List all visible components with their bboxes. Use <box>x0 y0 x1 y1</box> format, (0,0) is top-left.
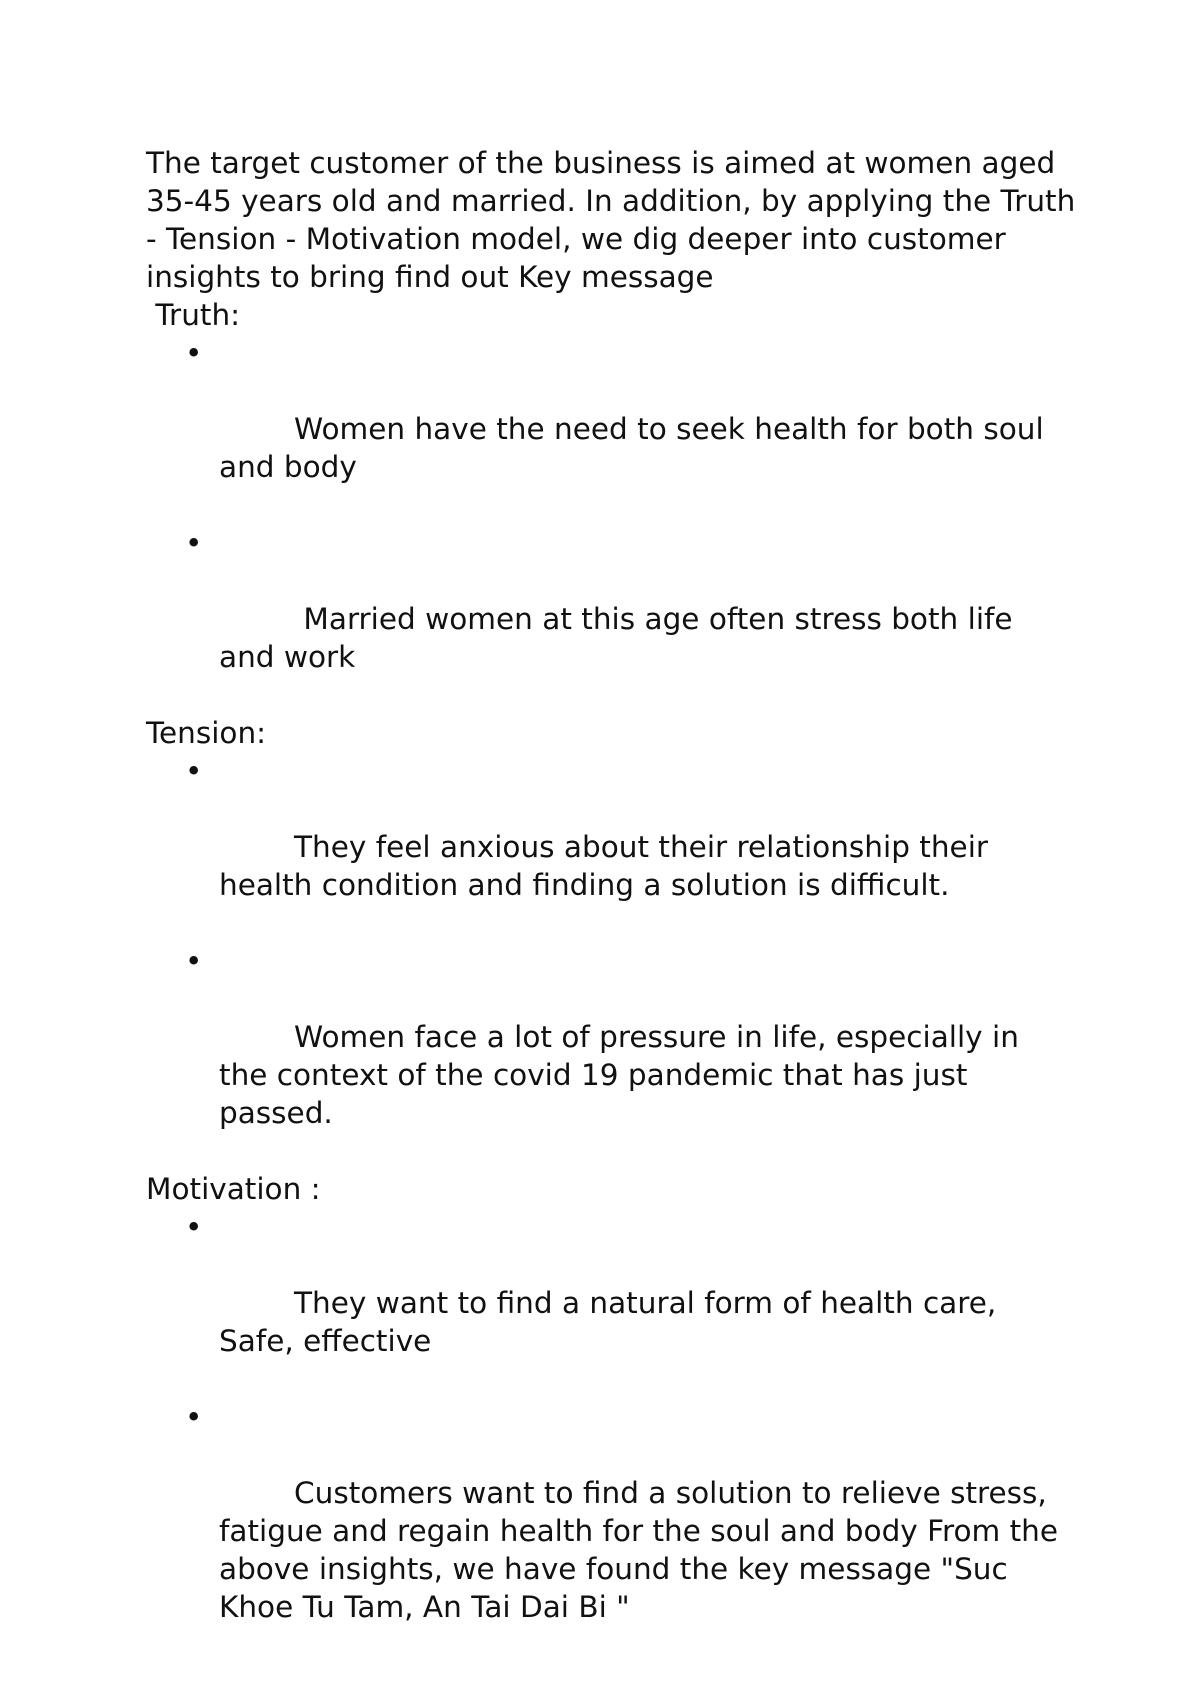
section-heading-tension: Tension: <box>146 716 267 750</box>
list-item <box>146 752 1076 942</box>
tension-list <box>146 752 1076 1170</box>
bullet-icon <box>185 524 202 562</box>
list-item-text: Women have the need to seek health for both soul and body <box>219 412 1054 484</box>
section-heading-motivation: Motivation : <box>146 1172 321 1206</box>
list-item <box>146 1208 1076 1398</box>
bullet-icon <box>185 334 202 372</box>
section-truth <box>146 296 1076 714</box>
section-heading-truth: Truth: <box>146 298 241 332</box>
bullet-icon <box>185 752 202 790</box>
section-tension <box>146 714 1076 1170</box>
bullet-icon <box>185 942 202 980</box>
section-motivation <box>146 1170 1076 1664</box>
list-item <box>146 942 1076 1170</box>
list-item-text: Women face a lot of pressure in life, especially in the context of the covid 19 pandemic that has just passed. <box>219 1020 1029 1130</box>
bullet-icon <box>185 1208 202 1246</box>
document-page <box>146 144 1076 1664</box>
list-item-text: Married women at this age often stress both life and work <box>219 602 1022 674</box>
intro-paragraph: The target customer of the business is aimed at women aged 35-45 years old and married. In addition, by applying the Truth - Tension - Motivation model, we dig deeper into customer insights to bring find out Key message <box>146 146 1076 294</box>
list-item-text: They want to find a natural form of health care, Safe, effective <box>219 1286 1006 1358</box>
list-item <box>146 1398 1076 1664</box>
list-item-text: They feel anxious about their relationship their health condition and finding a solution is difficult. <box>219 830 998 902</box>
list-item <box>146 524 1076 714</box>
list-item <box>146 334 1076 524</box>
truth-list <box>146 334 1076 714</box>
list-item-text: Customers want to find a solution to relieve stress, fatigue and regain health for the soul and body From the above insights, we have found the key message "Suc Khoe Tu Tam, An Tai Dai Bi " <box>219 1476 1068 1624</box>
motivation-list <box>146 1208 1076 1664</box>
bullet-icon <box>185 1398 202 1436</box>
